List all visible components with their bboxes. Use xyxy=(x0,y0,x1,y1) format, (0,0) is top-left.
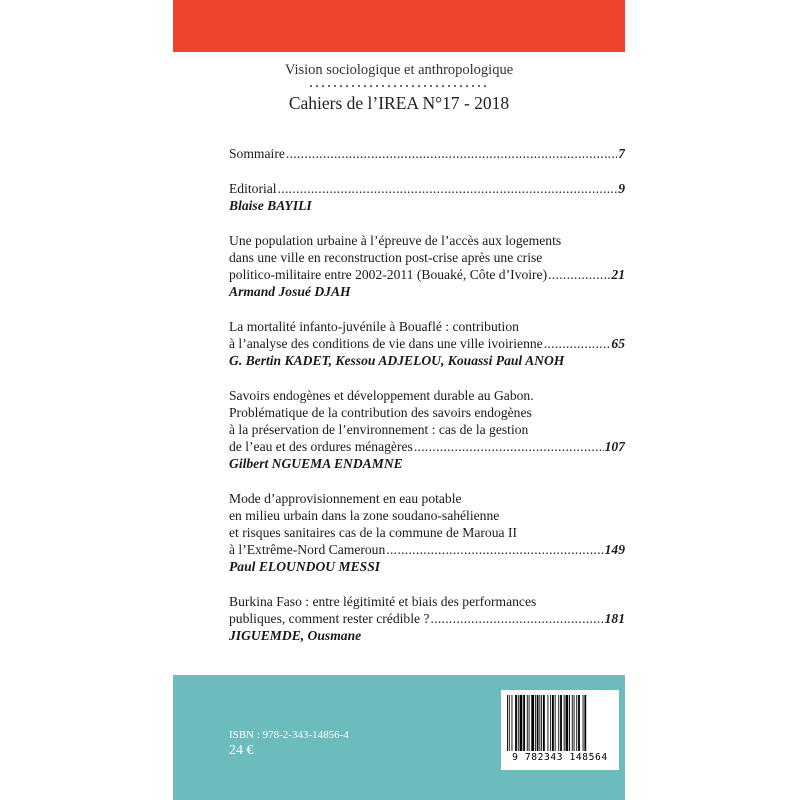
toc-title-line xyxy=(229,541,625,558)
toc-author: G. Bertin KADET, Kessou ADJELOU, Kouassi Paul ANOH xyxy=(229,353,565,368)
dotted-divider xyxy=(308,84,488,88)
toc-title-line xyxy=(229,145,625,162)
toc-title-line: La mortalité infanto-juvénile à Bouaflé : contribution xyxy=(229,319,519,334)
toc-title-line: en milieu urbain dans la zone soudano-sahélienne xyxy=(229,508,500,523)
barcode-number: 9 782343 148564 xyxy=(512,752,608,763)
dot-leader xyxy=(414,438,604,455)
toc-page-number: 107 xyxy=(604,439,625,454)
toc-title-line: Mode d’approvisionnement en eau potable xyxy=(229,491,462,506)
toc-page-number: 149 xyxy=(604,542,625,557)
dot-leader xyxy=(430,610,603,627)
toc-entry[interactable] xyxy=(229,318,625,369)
toc-title-line: Savoirs endogènes et développement durable au Gabon. xyxy=(229,388,534,403)
price-text: 24 € xyxy=(229,743,254,758)
toc-page-number: 181 xyxy=(604,611,625,626)
dot-leader xyxy=(278,180,618,197)
toc-page-number: 21 xyxy=(611,267,625,282)
toc-author: Armand Josué DJAH xyxy=(229,284,351,299)
journal-title: Cahiers de l’IREA N°17 - 2018 xyxy=(288,93,510,113)
toc-page-number: 9 xyxy=(618,181,625,196)
barcode-icon xyxy=(505,695,615,751)
toc-title-line xyxy=(229,180,625,197)
toc-entry[interactable] xyxy=(229,593,625,644)
toc-title-text: Sommaire xyxy=(229,146,285,161)
toc-author: Blaise BAYILI xyxy=(229,198,312,213)
series-title: Vision sociologique et anthropologique xyxy=(284,62,514,78)
toc-title-text: de l’eau et des ordures ménagères xyxy=(229,439,413,454)
toc-title-text: à l’analyse des conditions de vie dans une ville ivoirienne xyxy=(229,336,543,351)
barcode xyxy=(501,690,619,770)
table-of-contents xyxy=(229,145,625,644)
toc-author: JIGUEMDE, Ousmane xyxy=(229,628,362,643)
toc-title-line xyxy=(229,266,625,283)
toc-title-line: à la préservation de l’environnement : cas de la gestion xyxy=(229,422,529,437)
toc-entry[interactable] xyxy=(229,145,625,162)
dot-leader xyxy=(544,335,611,352)
toc-title-text: politico-militaire entre 2002-2011 (Bouaké, Côte d’Ivoire) xyxy=(229,267,548,282)
toc-author: Paul ELOUNDOU MESSI xyxy=(229,559,381,574)
dot-leader xyxy=(386,541,603,558)
toc-entry[interactable] xyxy=(229,490,625,575)
toc-title-line xyxy=(229,335,625,352)
toc-author: Gilbert NGUEMA ENDAMNE xyxy=(229,456,403,471)
dot-leader xyxy=(548,266,610,283)
toc-title-line: Une population urbaine à l’épreuve de l’accès aux logements xyxy=(229,233,562,248)
toc-title-text: publiques, comment rester crédible ? xyxy=(229,611,430,626)
isbn-text: ISBN : 978-2-343-14856-4 xyxy=(229,729,349,741)
book-back-cover xyxy=(173,0,625,800)
toc-entry[interactable] xyxy=(229,180,625,214)
toc-title-line xyxy=(229,438,625,455)
dot-leader xyxy=(286,145,617,162)
toc-title-text: Editorial xyxy=(229,181,277,196)
toc-title-text: à l’Extrême-Nord Cameroun xyxy=(229,542,386,557)
toc-page-number: 7 xyxy=(618,146,625,161)
toc-title-line: dans une ville en reconstruction post-crise après une crise xyxy=(229,250,543,265)
toc-entry[interactable] xyxy=(229,232,625,300)
toc-page-number: 65 xyxy=(611,336,625,351)
toc-title-line xyxy=(229,610,625,627)
toc-entry[interactable] xyxy=(229,387,625,472)
red-header-band xyxy=(173,0,625,52)
toc-title-line: et risques sanitaires cas de la commune de Maroua II xyxy=(229,525,518,540)
toc-title-line: Burkina Faso : entre légitimité et biais des performances xyxy=(229,594,537,609)
toc-title-line: Problématique de la contribution des savoirs endogènes xyxy=(229,405,532,420)
